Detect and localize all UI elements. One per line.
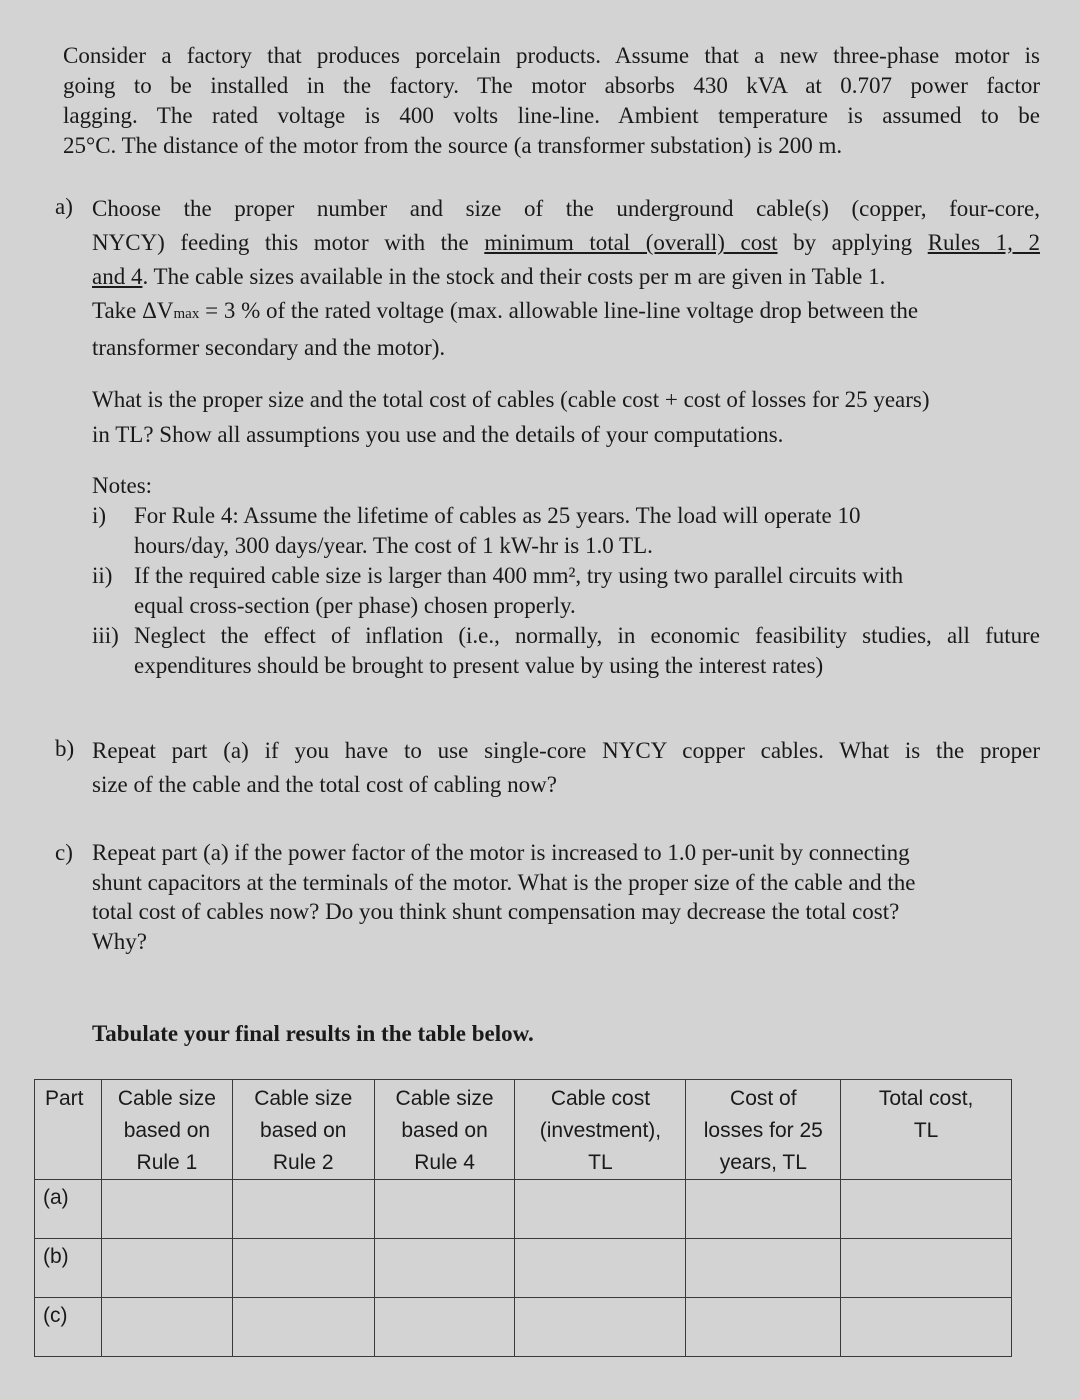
- question-line: in TL? Show all assumptions you use and the details of your computations.: [92, 422, 784, 447]
- table-cell[interactable]: [515, 1298, 686, 1357]
- table-cell[interactable]: [232, 1180, 374, 1239]
- part-a-text: [92, 192, 1040, 365]
- table-row: [35, 1180, 1012, 1239]
- part-b-label: b): [55, 736, 75, 761]
- header-rule4: Cable size based on Rule 4: [374, 1080, 515, 1180]
- table-cell[interactable]: [374, 1239, 515, 1298]
- intro-line: lagging. The rated voltage is 400 volts line-line. Ambient temperature is assumed to be: [63, 103, 1040, 128]
- table-cell[interactable]: [101, 1298, 232, 1357]
- row-label: (a): [35, 1180, 102, 1239]
- part-b-text: Repeat part (a) if you have to use single-core NYCY copper cables. What is the proper size of the cable and the total cost of cabling now?: [92, 738, 1040, 797]
- header-rule1: Cable size based on Rule 1: [101, 1080, 232, 1180]
- table-cell[interactable]: [841, 1239, 1012, 1298]
- row-label: (b): [35, 1239, 102, 1298]
- note-ii-label: ii): [92, 563, 113, 588]
- header-losses: Cost of losses for 25 years, TL: [686, 1080, 841, 1180]
- note-iii-label: iii): [92, 623, 119, 648]
- note-i-text: For Rule 4: Assume the lifetime of cables as 25 years. The load will operate 10 hours/day, 300 days/year. The cost of 1 kW-hr is 1.0 TL.: [134, 503, 861, 558]
- row-label: (c): [35, 1298, 102, 1357]
- table-cell[interactable]: [101, 1239, 232, 1298]
- part-a-line: NYCY) feeding this motor with the minimum total (overall) cost by applying Rules 1, 2: [92, 230, 1040, 255]
- part-a-line: transformer secondary and the motor).: [92, 335, 446, 360]
- question-line: What is the proper size and the total cost of cables (cable cost + cost of losses for 25 years): [92, 387, 930, 412]
- rules-underline: Rules 1, 2: [927, 230, 1040, 255]
- header-total: Total cost, TL: [841, 1080, 1012, 1180]
- table-cell[interactable]: [686, 1180, 841, 1239]
- part-a-line: Choose the proper number and size of the underground cable(s) (copper, four-core,: [92, 196, 1040, 221]
- table-cell[interactable]: [374, 1180, 515, 1239]
- part-c-text: Repeat part (a) if the power factor of the motor is increased to 1.0 per-unit by connecting shunt capacitors at the terminals of the motor. What is the proper size of the cable and the total cost of cables now? Do you think shunt compensation may decrease the total cost? Why?: [92, 840, 916, 954]
- min-cost-underline: minimum total (overall) cost: [484, 230, 778, 255]
- header-part: Part: [35, 1080, 102, 1180]
- part-a-question: [92, 382, 1040, 452]
- table-row: [35, 1298, 1012, 1357]
- table-cell[interactable]: [515, 1239, 686, 1298]
- table-cell[interactable]: [515, 1180, 686, 1239]
- table-cell[interactable]: [101, 1180, 232, 1239]
- table-cell[interactable]: [686, 1239, 841, 1298]
- tabulate-heading: Tabulate your final results in the table below.: [92, 1021, 534, 1046]
- notes-heading: Notes:: [92, 473, 153, 498]
- note-i-label: i): [92, 503, 107, 528]
- table-cell[interactable]: [374, 1298, 515, 1357]
- intro-line: Consider a factory that produces porcelain products. Assume that a new three-phase motor is: [63, 43, 1040, 68]
- note-ii-text: If the required cable size is larger than 400 mm², try using two parallel circuits with equal cross-section (per phase) chosen properly.: [134, 563, 904, 618]
- part-c-label: c): [55, 840, 73, 865]
- header-rule2: Cable size based on Rule 2: [232, 1080, 374, 1180]
- table-cell[interactable]: [841, 1298, 1012, 1357]
- table-cell[interactable]: [232, 1298, 374, 1357]
- table-cell[interactable]: [841, 1180, 1012, 1239]
- header-cable-cost: Cable cost (investment), TL: [515, 1080, 686, 1180]
- table-cell[interactable]: [232, 1239, 374, 1298]
- part-a-line: and 4. The cable sizes available in the stock and their costs per m are given in Table 1.: [92, 264, 886, 289]
- part-a-line: Take ΔVmax = 3 % of the rated voltage (max. allowable line-line voltage drop between the: [92, 298, 919, 323]
- intro-line: going to be installed in the factory. The motor absorbs 430 kVA at 0.707 power factor: [63, 73, 1040, 98]
- intro-paragraph: [63, 41, 1040, 161]
- table-header-row: [35, 1080, 1012, 1180]
- results-table: [34, 1079, 1012, 1357]
- table-cell[interactable]: [686, 1298, 841, 1357]
- intro-line: 25°C. The distance of the motor from the source (a transformer substation) is 200 m.: [63, 133, 843, 158]
- part-a-label: a): [55, 194, 73, 219]
- note-iii-text: Neglect the effect of inflation (i.e., normally, in economic feasibility studies, all future expenditures should be brought to present value by using the interest rates): [134, 623, 1040, 678]
- table-row: [35, 1239, 1012, 1298]
